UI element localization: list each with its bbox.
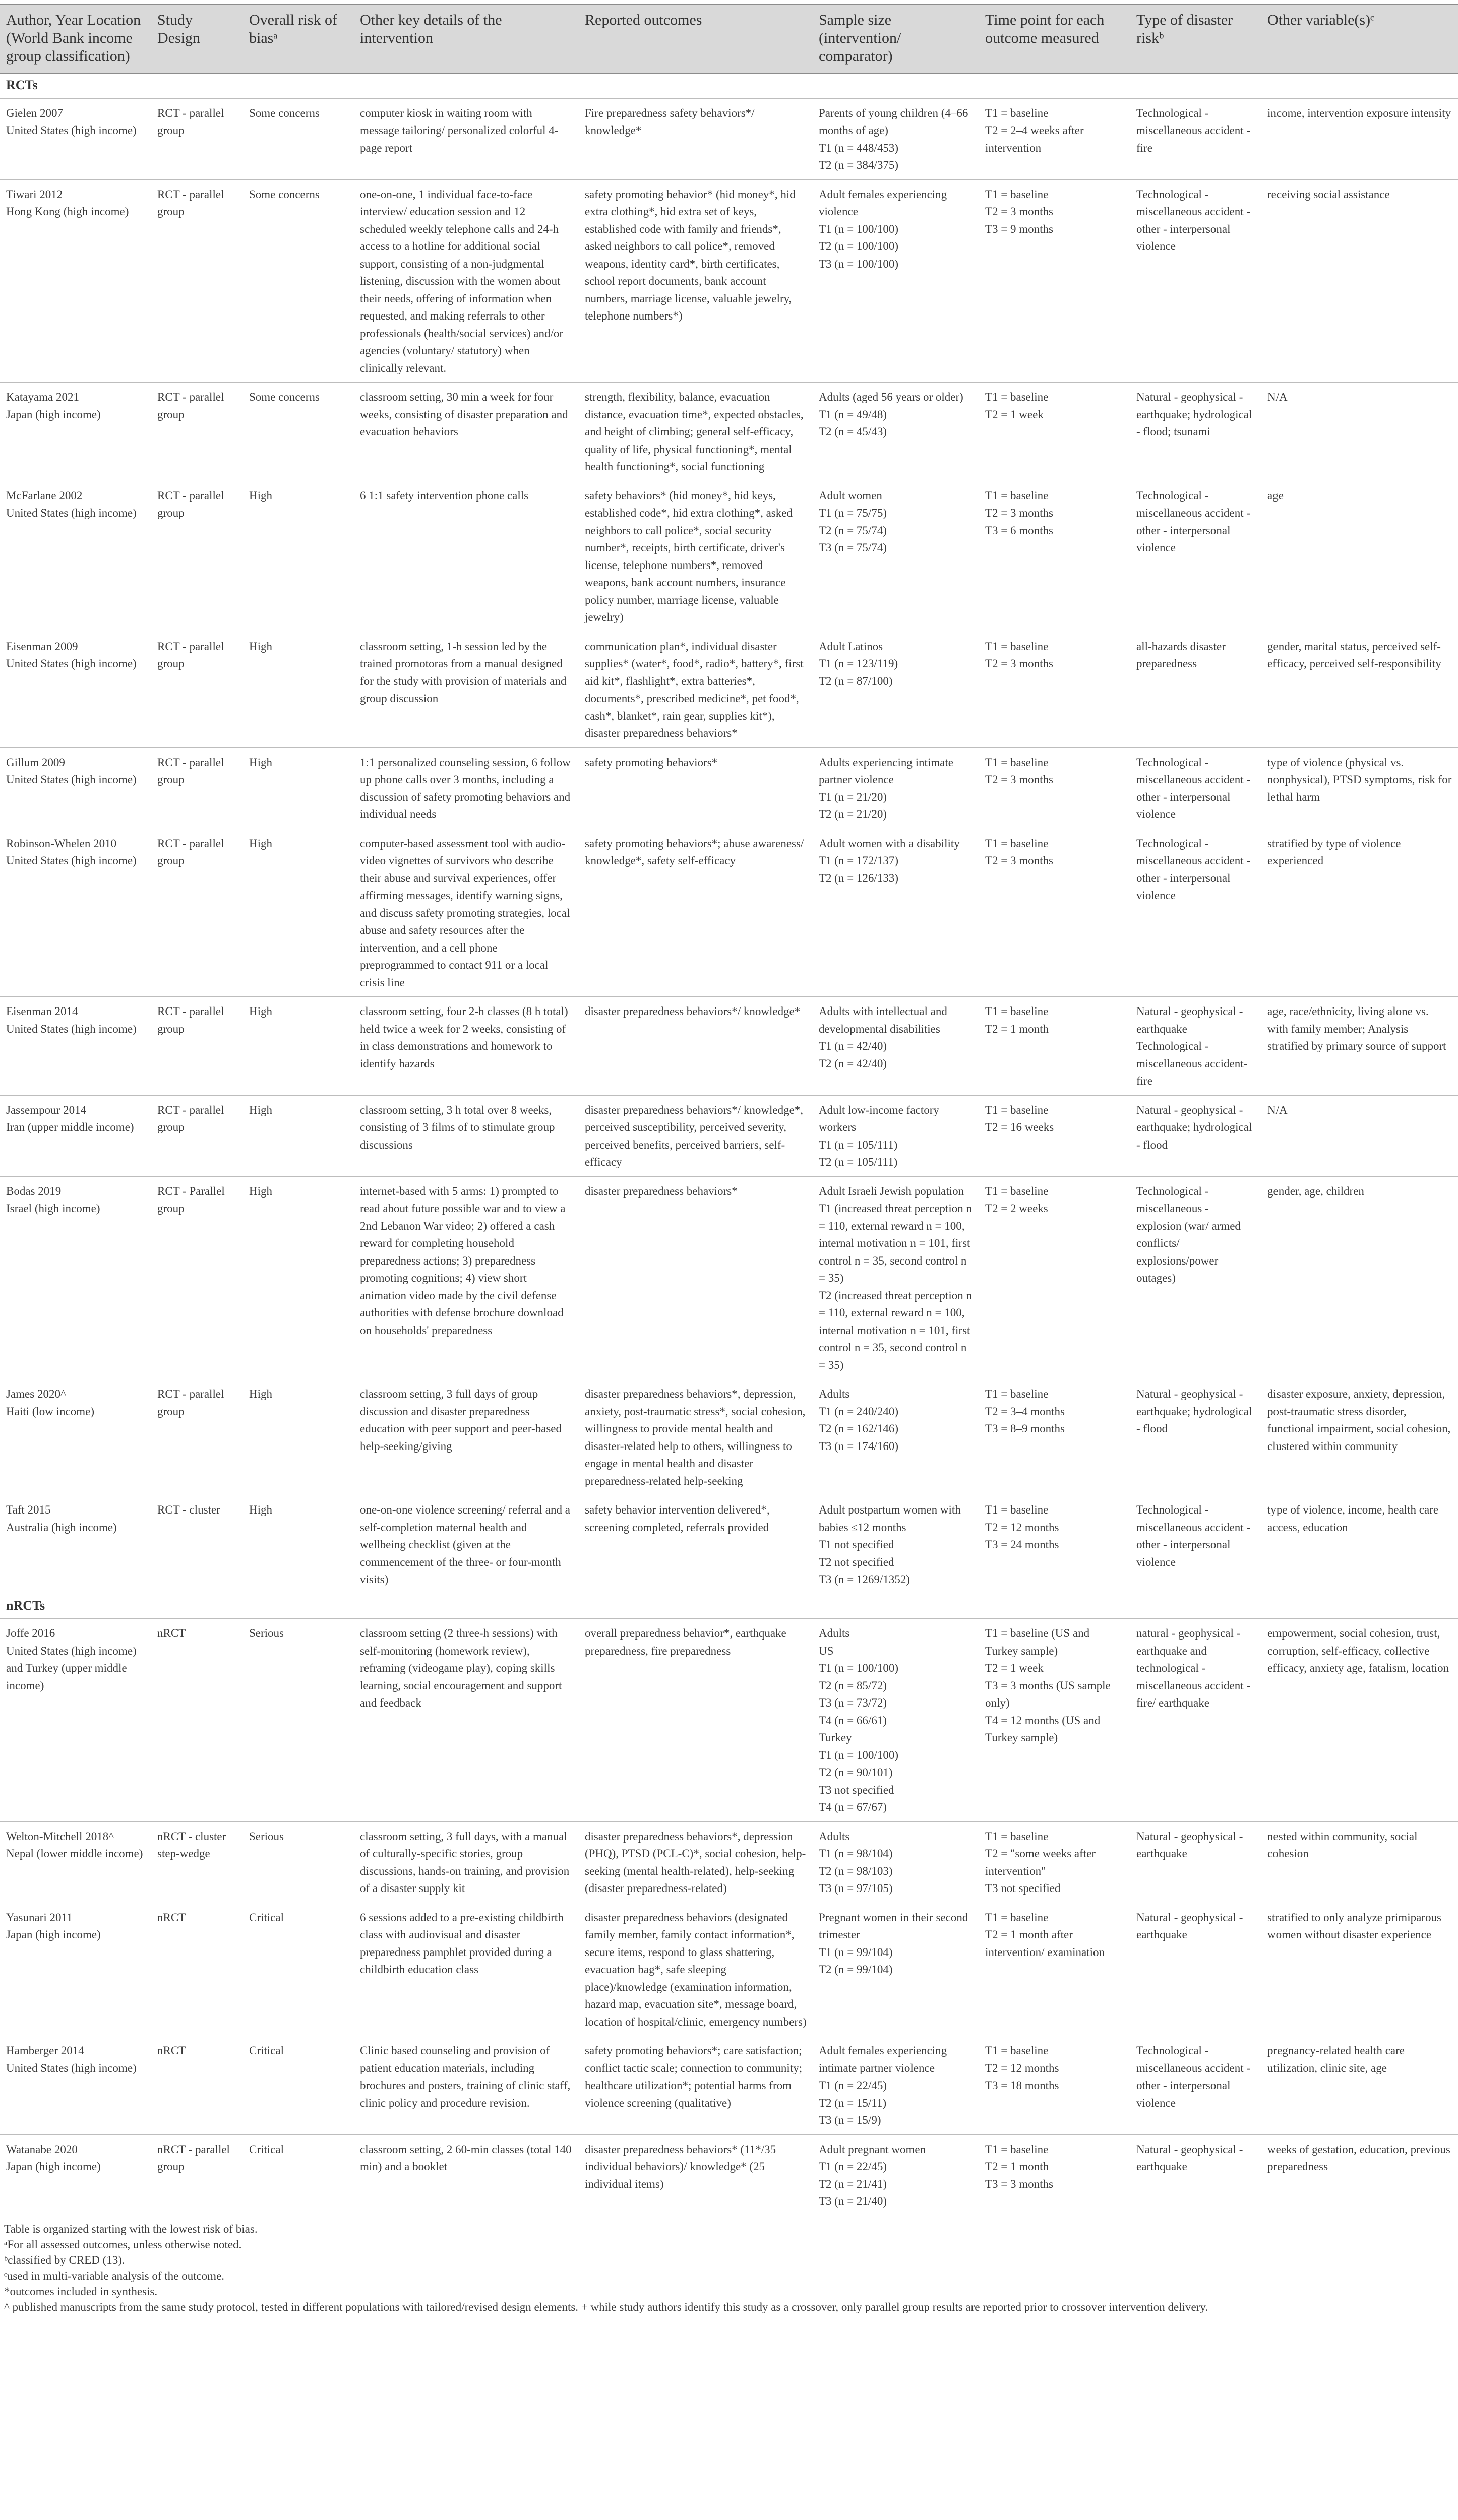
outcomes-cell: disaster preparedness behaviors*, depression, anxiety, post-traumatic stress*, social cohesion, willingness to provide mental health and disaster-related help to others, willingness to engage in mental health and disaster preparedness-related help-seeking <box>579 1379 813 1495</box>
details-cell: one-on-one, 1 individual face-to-face interview/ education session and 12 scheduled weekly telephone calls and 24-h access to a hotline for additional social support, consisting of a non-judgmental listening, discussion with the women about their needs, offering of information when requested, and making referrals to other professionals (health/social services) and/or agencies (voluntary/ statutory) when clinically relevant. <box>354 179 579 383</box>
timepoint-cell: T1 = baseline T2 = 3 months <box>979 632 1130 747</box>
design-cell: RCT - parallel group <box>151 481 243 632</box>
disaster-cell: all-hazards disaster preparedness <box>1130 632 1261 747</box>
bias-cell: Some concerns <box>243 98 354 179</box>
details-cell: classroom setting, 30 min a week for four weeks, consisting of disaster preparation and evacuation behaviors <box>354 383 579 481</box>
bias-cell: High <box>243 997 354 1096</box>
timepoint-cell: T1 = baseline T2 = 16 weeks <box>979 1095 1130 1176</box>
table-row <box>0 1619 1458 1822</box>
bias-cell: Some concerns <box>243 383 354 481</box>
details-cell: classroom setting, 3 full days, with a manual of culturally-specific stories, group discussions, hands-on training, and provision of a disaster supply kit <box>354 1821 579 1903</box>
timepoint-cell: T1 = baseline T2 = 12 months T3 = 18 months <box>979 2036 1130 2135</box>
details-cell: 6 1:1 safety intervention phone calls <box>354 481 579 632</box>
col-details: Other key details of the intervention <box>354 5 579 73</box>
design-cell: RCT - parallel group <box>151 632 243 747</box>
col-design: Study Design <box>151 5 243 73</box>
note-cred: ᵇclassified by CRED (13). <box>4 2253 125 2266</box>
disaster-cell: Technological - miscellaneous accident - other - interpersonal violence <box>1130 829 1261 997</box>
table-row <box>0 829 1458 997</box>
table-row <box>0 383 1458 481</box>
note-same-protocol: ^ published manuscripts from the same study protocol, tested in different populations with tailored/revised design elements. + while study authors identify this study as a crossover, only parallel group results are reported prior to crossover intervention delivery. <box>4 2300 1208 2313</box>
study-characteristics-table <box>0 4 1458 2216</box>
table-row <box>0 1379 1458 1495</box>
note-bias: ᵃFor all assessed outcomes, unless otherwise noted. <box>4 2238 242 2251</box>
disaster-cell: Natural - geophysical - earthquake <box>1130 2134 1261 2216</box>
details-cell: computer kiosk in waiting room with message tailoring/ personalized colorful 4-page report <box>354 98 579 179</box>
author-cell: McFarlane 2002 United States (high income) <box>0 481 151 632</box>
variables-cell: income, intervention exposure intensity <box>1261 98 1458 179</box>
disaster-cell: Technological - miscellaneous accident - other - interpersonal violence <box>1130 179 1261 383</box>
author-cell: Gielen 2007 United States (high income) <box>0 98 151 179</box>
table-row <box>0 747 1458 829</box>
timepoint-cell: T1 = baseline T2 = 3 months T3 = 6 months <box>979 481 1130 632</box>
design-cell: RCT - parallel group <box>151 1095 243 1176</box>
details-cell: computer-based assessment tool with audio-video vignettes of survivors who describe their abuse and survival experiences, offer affirming messages, identify warning signs, and discuss safety promoting strategies, local abuse and safety resources after the intervention, and a cell phone preprogrammed to contact 911 or a local crisis line <box>354 829 579 997</box>
col-variables: Other variable(s)ᶜ <box>1261 5 1458 73</box>
disaster-cell: Natural - geophysical - earthquake <box>1130 1821 1261 1903</box>
outcomes-cell: strength, flexibility, balance, evacuation distance, evacuation time*, expected obstacles, and height of climbing; general self-efficacy, quality of life, physical functioning*, mental health functioning*, social functioning <box>579 383 813 481</box>
design-cell: RCT - parallel group <box>151 829 243 997</box>
sample-cell: Adults (aged 56 years or older) T1 (n = 49/48) T2 (n = 45/43) <box>813 383 979 481</box>
bias-cell: Critical <box>243 1903 354 2036</box>
variables-cell: nested within community, social cohesion <box>1261 1821 1458 1903</box>
variables-cell: weeks of gestation, education, previous preparedness <box>1261 2134 1458 2216</box>
bias-cell: High <box>243 1379 354 1495</box>
design-cell: RCT - parallel group <box>151 383 243 481</box>
variables-cell: pregnancy-related health care utilization, clinic site, age <box>1261 2036 1458 2135</box>
col-bias: Overall risk of biasᵃ <box>243 5 354 73</box>
design-cell: RCT - parallel group <box>151 98 243 179</box>
timepoint-cell: T1 = baseline T2 = 2–4 weeks after intervention <box>979 98 1130 179</box>
author-cell: James 2020^ Haiti (low income) <box>0 1379 151 1495</box>
note-ordering: Table is organized starting with the lowest risk of bias. <box>4 2222 258 2235</box>
disaster-cell: Technological - miscellaneous accident - other - interpersonal violence <box>1130 2036 1261 2135</box>
bias-cell: High <box>243 1495 354 1594</box>
table-row <box>0 632 1458 747</box>
bias-cell: Critical <box>243 2134 354 2216</box>
details-cell: classroom setting, 1-h session led by the trained promotoras from a manual designed for the study with provision of materials and group discussion <box>354 632 579 747</box>
sample-cell: Adult women with a disability T1 (n = 172/137) T2 (n = 126/133) <box>813 829 979 997</box>
variables-cell: stratified by type of violence experienced <box>1261 829 1458 997</box>
sample-cell: Adult females experiencing violence T1 (n = 100/100) T2 (n = 100/100) T3 (n = 100/100) <box>813 179 979 383</box>
details-cell: classroom setting, 3 h total over 8 weeks, consisting of 3 films of to stimulate group discussions <box>354 1095 579 1176</box>
sample-cell: Adults T1 (n = 240/240) T2 (n = 162/146) T3 (n = 174/160) <box>813 1379 979 1495</box>
sample-cell: Adults T1 (n = 98/104) T2 (n = 98/103) T3 (n = 97/105) <box>813 1821 979 1903</box>
outcomes-cell: disaster preparedness behaviors*, depression (PHQ), PTSD (PCL-C)*, social cohesion, help-seeking (mental health-related), help-seeking (disaster preparedness-related) <box>579 1821 813 1903</box>
table-row <box>0 98 1458 179</box>
timepoint-cell: T1 = baseline T2 = 1 month T3 = 3 months <box>979 2134 1130 2216</box>
design-cell: nRCT <box>151 1903 243 2036</box>
author-cell: Taft 2015 Australia (high income) <box>0 1495 151 1594</box>
timepoint-cell: T1 = baseline T2 = "some weeks after intervention" T3 not specified <box>979 1821 1130 1903</box>
author-cell: Gillum 2009 United States (high income) <box>0 747 151 829</box>
outcomes-cell: disaster preparedness behaviors*/ knowledge*, perceived susceptibility, perceived severity, perceived benefits, perceived barriers, self-efficacy <box>579 1095 813 1176</box>
variables-cell: type of violence, income, health care access, education <box>1261 1495 1458 1594</box>
details-cell: classroom setting (2 three-h sessions) with self-monitoring (homework review), reframing (videogame play), coping skills learning, social encouragement and support and feedback <box>354 1619 579 1822</box>
design-cell: nRCT - cluster step-wedge <box>151 1821 243 1903</box>
disaster-cell: Natural - geophysical - earthquake; hydrological - flood; tsunami <box>1130 383 1261 481</box>
sample-cell: Adult females experiencing intimate partner violence T1 (n = 22/45) T2 (n = 15/11) T3 (n = 15/9) <box>813 2036 979 2135</box>
timepoint-cell: T1 = baseline T2 = 12 months T3 = 24 months <box>979 1495 1130 1594</box>
table-header-row <box>0 5 1458 73</box>
disaster-cell: Natural - geophysical - earthquake; hydrological - flood <box>1130 1379 1261 1495</box>
sample-cell: Parents of young children (4–66 months of age) T1 (n = 448/453) T2 (n = 384/375) <box>813 98 979 179</box>
table-row <box>0 997 1458 1096</box>
sample-cell: Adult Israeli Jewish population T1 (increased threat perception n = 110, external reward n = 100, internal motivation n = 101, first control n = 35, second control n = 35) T2 (increased threat perception n = 110, external reward n = 100, internal motivation n = 101, first control n = 35, second control n = 35) <box>813 1176 979 1379</box>
section-header-row <box>0 1594 1458 1619</box>
section-label: nRCTs <box>0 1594 1458 1619</box>
table-row <box>0 1095 1458 1176</box>
variables-cell: age <box>1261 481 1458 632</box>
author-cell: Robinson-Whelen 2010 United States (high income) <box>0 829 151 997</box>
disaster-cell: Technological - miscellaneous accident - other - interpersonal violence <box>1130 1495 1261 1594</box>
design-cell: nRCT <box>151 1619 243 1822</box>
sample-cell: Adults experiencing intimate partner violence T1 (n = 21/20) T2 (n = 21/20) <box>813 747 979 829</box>
outcomes-cell: safety promoting behaviors*; abuse awareness/ knowledge*, safety self-efficacy <box>579 829 813 997</box>
variables-cell: gender, marital status, perceived self-efficacy, perceived self-responsibility <box>1261 632 1458 747</box>
outcomes-cell: communication plan*, individual disaster supplies* (water*, food*, radio*, battery*, first aid kit*, flashlight*, extra batteries*, documents*, prescribed medicine*, pet food*, cash*, blanket*, rain gear, supplies kit*), disaster preparedness behaviors* <box>579 632 813 747</box>
disaster-cell: Technological - miscellaneous - explosion (war/ armed conflicts/ explosions/power outages) <box>1130 1176 1261 1379</box>
table-row <box>0 2036 1458 2135</box>
details-cell: classroom setting, 2 60-min classes (total 140 min) and a booklet <box>354 2134 579 2216</box>
variables-cell: N/A <box>1261 1095 1458 1176</box>
table-row <box>0 179 1458 383</box>
details-cell: one-on-one violence screening/ referral and a self-completion maternal health and wellbeing checklist (given at the commencement of the three- or four-month visits) <box>354 1495 579 1594</box>
sample-cell: Adults with intellectual and developmental disabilities T1 (n = 42/40) T2 (n = 42/40) <box>813 997 979 1096</box>
outcomes-cell: disaster preparedness behaviors* (11*/35 individual behaviors)/ knowledge* (25 individual items) <box>579 2134 813 2216</box>
details-cell: internet-based with 5 arms: 1) prompted to read about future possible war and to view a 2nd Lebanon War video; 2) offered a cash reward for completing household preparedness actions; 3) preparedness promoting cognitions; 4) view short animation video made by the civil defense authorities with defense brochure download on households' preparedness <box>354 1176 579 1379</box>
sample-cell: Adults US T1 (n = 100/100) T2 (n = 85/72) T3 (n = 73/72) T4 (n = 66/61) Turkey T1 (n = 100/100) T2 (n = 90/101) T3 not specified T4 (n = 67/67) <box>813 1619 979 1822</box>
outcomes-cell: disaster preparedness behaviors* <box>579 1176 813 1379</box>
col-sample: Sample size (intervention/ comparator) <box>813 5 979 73</box>
table-row <box>0 1176 1458 1379</box>
sample-cell: Adult postpartum women with babies ≤12 months T1 not specified T2 not specified T3 (n = 1269/1352) <box>813 1495 979 1594</box>
variables-cell: N/A <box>1261 383 1458 481</box>
table-row <box>0 1903 1458 2036</box>
design-cell: RCT - parallel group <box>151 1379 243 1495</box>
section-header-row <box>0 73 1458 98</box>
bias-cell: Serious <box>243 1619 354 1822</box>
variables-cell: gender, age, children <box>1261 1176 1458 1379</box>
variables-cell: stratified to only analyze primiparous women without disaster experience <box>1261 1903 1458 2036</box>
disaster-cell: natural - geophysical - earthquake and technological - miscellaneous accident - fire/ earthquake <box>1130 1619 1261 1822</box>
author-cell: Watanabe 2020 Japan (high income) <box>0 2134 151 2216</box>
design-cell: RCT - parallel group <box>151 997 243 1096</box>
bias-cell: Serious <box>243 1821 354 1903</box>
timepoint-cell: T1 = baseline T2 = 1 month <box>979 997 1130 1096</box>
disaster-cell: Technological - miscellaneous accident - other - interpersonal violence <box>1130 747 1261 829</box>
bias-cell: High <box>243 632 354 747</box>
author-cell: Tiwari 2012 Hong Kong (high income) <box>0 179 151 383</box>
details-cell: classroom setting, four 2-h classes (8 h total) held twice a week for 2 weeks, consisting of in class demonstrations and homework to identify hazards <box>354 997 579 1096</box>
outcomes-cell: safety behavior intervention delivered*, screening completed, referrals provided <box>579 1495 813 1594</box>
outcomes-cell: overall preparedness behavior*, earthquake preparedness, fire preparedness <box>579 1619 813 1822</box>
timepoint-cell: T1 = baseline T2 = 2 weeks <box>979 1176 1130 1379</box>
design-cell: RCT - parallel group <box>151 179 243 383</box>
outcomes-cell: safety promoting behaviors* <box>579 747 813 829</box>
timepoint-cell: T1 = baseline T2 = 3 months T3 = 9 months <box>979 179 1130 383</box>
disaster-cell: Natural - geophysical - earthquake Technological - miscellaneous accident- fire <box>1130 997 1261 1096</box>
col-timepoint: Time point for each outcome measured <box>979 5 1130 73</box>
table-notes <box>0 2216 1458 2315</box>
disaster-cell: Technological - miscellaneous accident - other - interpersonal violence <box>1130 481 1261 632</box>
outcomes-cell: safety behaviors* (hid money*, hid keys, established code*, hid extra clothing*, asked neighbors to call police*, social security number*, receipts, birth certificate, driver's license, telephone numbers*, removed weapons, bank account numbers, insurance policy number, marriage license, valuable jewelry) <box>579 481 813 632</box>
author-cell: Jassempour 2014 Iran (upper middle income) <box>0 1095 151 1176</box>
note-synthesis: *outcomes included in synthesis. <box>4 2285 158 2298</box>
section-label: RCTs <box>0 73 1458 98</box>
author-cell: Joffe 2016 United States (high income) and Turkey (upper middle income) <box>0 1619 151 1822</box>
sample-cell: Adult women T1 (n = 75/75) T2 (n = 75/74) T3 (n = 75/74) <box>813 481 979 632</box>
sample-cell: Pregnant women in their second trimester T1 (n = 99/104) T2 (n = 99/104) <box>813 1903 979 2036</box>
author-cell: Welton-Mitchell 2018^ Nepal (lower middle income) <box>0 1821 151 1903</box>
bias-cell: Critical <box>243 2036 354 2135</box>
note-multivariable: ᶜused in multi-variable analysis of the outcome. <box>4 2269 225 2282</box>
timepoint-cell: T1 = baseline T2 = 3–4 months T3 = 8–9 months <box>979 1379 1130 1495</box>
details-cell: 6 sessions added to a pre-existing childbirth class with audiovisual and disaster preparedness pamphlet provided during a childbirth education class <box>354 1903 579 2036</box>
variables-cell: age, race/ethnicity, living alone vs. with family member; Analysis stratified by primary source of support <box>1261 997 1458 1096</box>
design-cell: RCT - Parallel group <box>151 1176 243 1379</box>
design-cell: RCT - parallel group <box>151 747 243 829</box>
disaster-cell: Natural - geophysical - earthquake <box>1130 1903 1261 2036</box>
variables-cell: disaster exposure, anxiety, depression, post-traumatic stress disorder, functional impairment, social cohesion, clustered within community <box>1261 1379 1458 1495</box>
sample-cell: Adult Latinos T1 (n = 123/119) T2 (n = 87/100) <box>813 632 979 747</box>
variables-cell: type of violence (physical vs. nonphysical), PTSD symptoms, risk for lethal harm <box>1261 747 1458 829</box>
details-cell: 1:1 personalized counseling session, 6 follow up phone calls over 3 months, including a discussion of safety promoting behaviors and individual needs <box>354 747 579 829</box>
author-cell: Bodas 2019 Israel (high income) <box>0 1176 151 1379</box>
table-row <box>0 1495 1458 1594</box>
author-cell: Eisenman 2014 United States (high income) <box>0 997 151 1096</box>
details-cell: Clinic based counseling and provision of patient education materials, including brochures and posters, training of clinic staff, clinic policy and procedure revision. <box>354 2036 579 2135</box>
bias-cell: High <box>243 1095 354 1176</box>
variables-cell: empowerment, social cohesion, trust, corruption, self-efficacy, collective efficacy, anxiety age, fatalism, location <box>1261 1619 1458 1822</box>
col-outcomes: Reported outcomes <box>579 5 813 73</box>
outcomes-cell: Fire preparedness safety behaviors*/ knowledge* <box>579 98 813 179</box>
outcomes-cell: disaster preparedness behaviors*/ knowledge* <box>579 997 813 1096</box>
bias-cell: High <box>243 481 354 632</box>
table-row <box>0 1821 1458 1903</box>
disaster-cell: Technological - miscellaneous accident - fire <box>1130 98 1261 179</box>
outcomes-cell: disaster preparedness behaviors (designated family member, family contact information*, secure items, respond to glass shattering, evacuation bag*, safe sleeping place)/knowledge (examination information, hazard map, evacuation site*, message board, location of hospital/clinic, emergency numbers) <box>579 1903 813 2036</box>
col-disaster: Type of disaster riskᵇ <box>1130 5 1261 73</box>
timepoint-cell: T1 = baseline T2 = 3 months <box>979 747 1130 829</box>
sample-cell: Adult pregnant women T1 (n = 22/45) T2 (n = 21/41) T3 (n = 21/40) <box>813 2134 979 2216</box>
outcomes-cell: safety promoting behavior* (hid money*, hid extra clothing*, hid extra set of keys, established code with family and friends*, asked neighbors to call police*, removed weapons, identity card*, birth certificates, school report documents, bank account numbers, marriage license, valuable jewelry, telephone numbers*) <box>579 179 813 383</box>
col-author: Author, Year Location (World Bank income group classification) <box>0 5 151 73</box>
bias-cell: High <box>243 747 354 829</box>
bias-cell: Some concerns <box>243 179 354 383</box>
design-cell: nRCT <box>151 2036 243 2135</box>
details-cell: classroom setting, 3 full days of group discussion and disaster preparedness education with peer support and peer-based help-seeking/giving <box>354 1379 579 1495</box>
table-row <box>0 2134 1458 2216</box>
timepoint-cell: T1 = baseline T2 = 1 month after intervention/ examination <box>979 1903 1130 2036</box>
author-cell: Eisenman 2009 United States (high income) <box>0 632 151 747</box>
sample-cell: Adult low-income factory workers T1 (n = 105/111) T2 (n = 105/111) <box>813 1095 979 1176</box>
design-cell: RCT - cluster <box>151 1495 243 1594</box>
outcomes-cell: safety promoting behaviors*; care satisfaction; conflict tactic scale; connection to community; healthcare utilization*; potential harms from violence screening (qualitative) <box>579 2036 813 2135</box>
timepoint-cell: T1 = baseline (US and Turkey sample) T2 = 1 week T3 = 3 months (US sample only) T4 = 12 months (US and Turkey sample) <box>979 1619 1130 1822</box>
author-cell: Katayama 2021 Japan (high income) <box>0 383 151 481</box>
variables-cell: receiving social assistance <box>1261 179 1458 383</box>
author-cell: Yasunari 2011 Japan (high income) <box>0 1903 151 2036</box>
timepoint-cell: T1 = baseline T2 = 3 months <box>979 829 1130 997</box>
author-cell: Hamberger 2014 United States (high income) <box>0 2036 151 2135</box>
bias-cell: High <box>243 1176 354 1379</box>
timepoint-cell: T1 = baseline T2 = 1 week <box>979 383 1130 481</box>
disaster-cell: Natural - geophysical - earthquake; hydrological - flood <box>1130 1095 1261 1176</box>
table-row <box>0 481 1458 632</box>
bias-cell: High <box>243 829 354 997</box>
design-cell: nRCT - parallel group <box>151 2134 243 2216</box>
